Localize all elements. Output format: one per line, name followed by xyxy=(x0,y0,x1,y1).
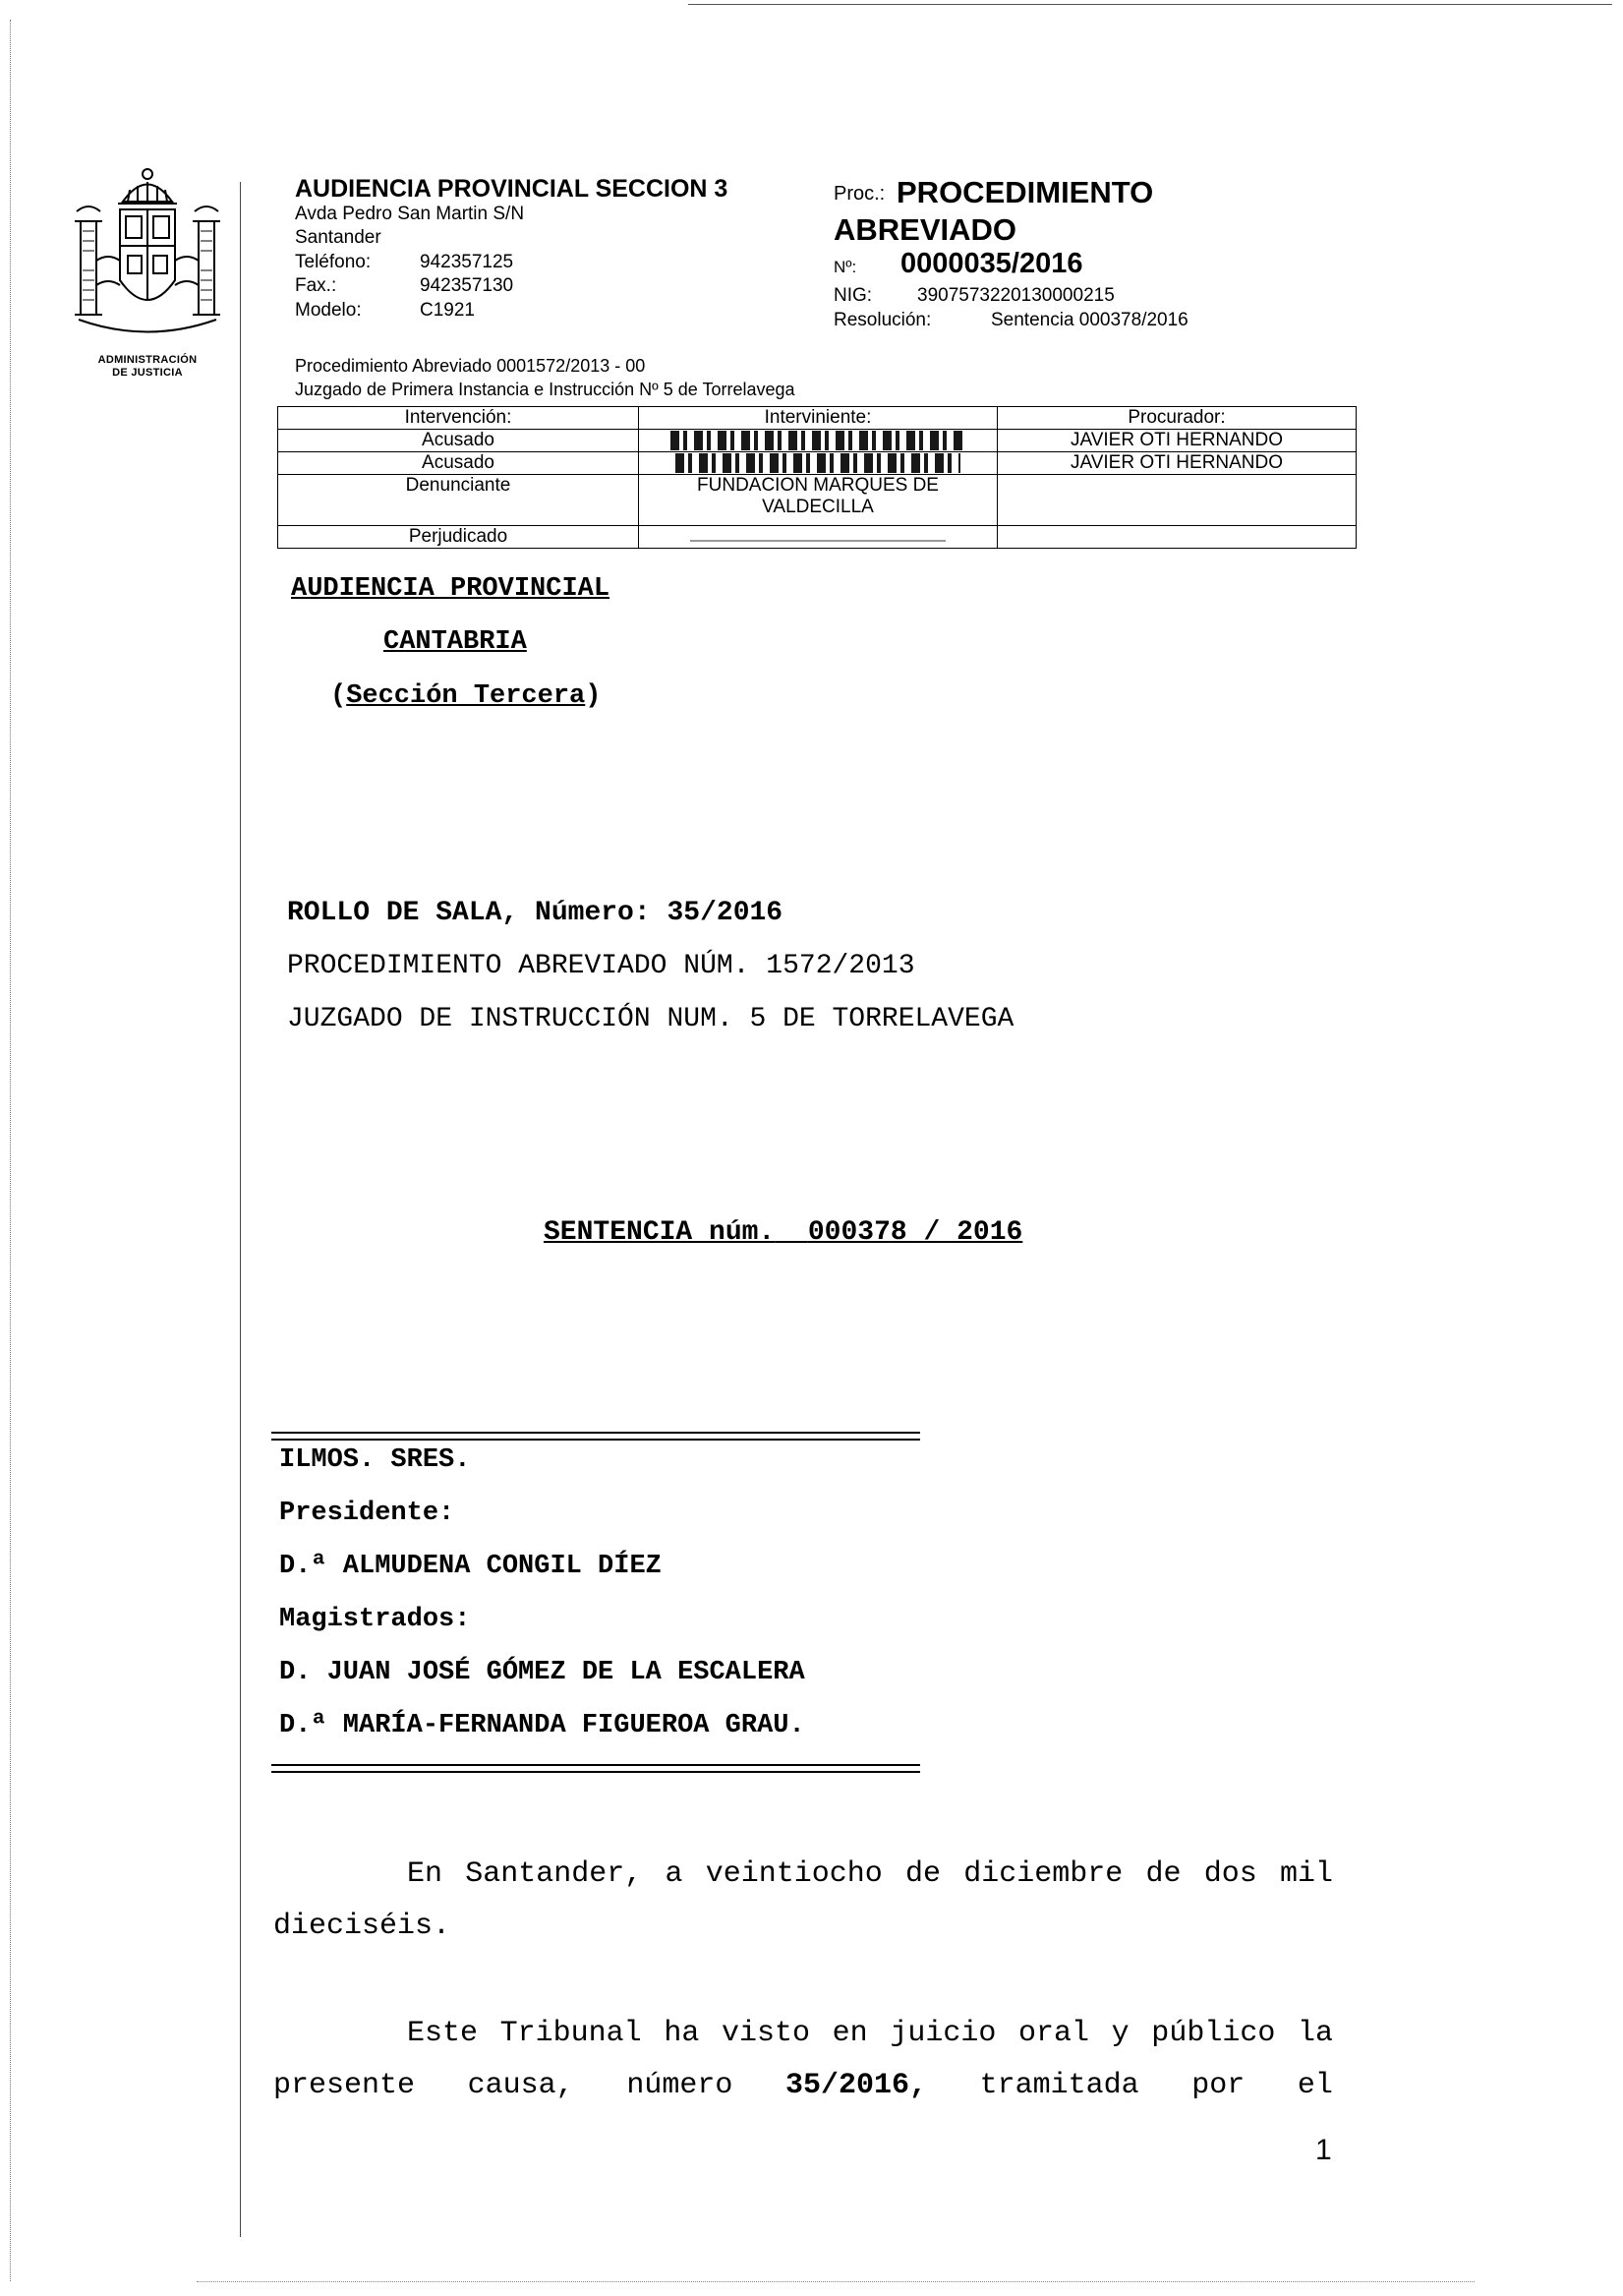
parties-table xyxy=(277,406,1357,549)
word: causa, xyxy=(467,2069,574,2102)
redaction-faint xyxy=(690,540,946,542)
model-value: C1921 xyxy=(420,300,475,321)
magistrate-name-1: D. JUAN JOSÉ GÓMEZ DE LA ESCALERA xyxy=(279,1658,805,1687)
model-label: Modelo: xyxy=(295,300,362,321)
paragraph-tribunal-text1: Este Tribunal ha visto en juicio oral y público la xyxy=(407,2017,1333,2050)
paragraph-tribunal-line2 xyxy=(273,2060,1333,2112)
proc-label: Proc.: xyxy=(834,183,886,205)
sentencia-number: 000378 / 2016 xyxy=(807,1217,1023,1248)
party-name xyxy=(639,475,998,526)
administration-label xyxy=(79,354,216,380)
word: por xyxy=(1191,2069,1246,2102)
proc-type-line1: PROCEDIMIENTO xyxy=(897,175,1154,209)
word: el xyxy=(1297,2069,1333,2102)
party-procurador xyxy=(998,526,1357,549)
heading-cantabria: CANTABRIA xyxy=(383,627,527,657)
paragraph-tribunal xyxy=(273,2008,1333,2112)
nig-value: 3907573220130000215 xyxy=(917,285,1115,306)
president-label: Presidente: xyxy=(279,1499,455,1528)
administration-label-line2: DE JUSTICIA xyxy=(112,367,183,379)
number-label: Nº: xyxy=(834,258,857,276)
resolution-label: Resolución: xyxy=(834,310,932,330)
rollo-line xyxy=(287,898,783,928)
header-party: Interviniente: xyxy=(639,407,998,430)
origin-procedure: Procedimiento Abreviado 0001572/2013 - 00 xyxy=(295,356,646,376)
party-role: Perjudicado xyxy=(278,526,639,549)
fax-value: 942357130 xyxy=(420,275,514,296)
paragraph-tribunal-line1 xyxy=(273,2008,1333,2060)
magistrates-label: Magistrados: xyxy=(279,1605,471,1634)
paren-open: ( xyxy=(330,681,347,711)
court-city: Santander xyxy=(295,227,381,248)
sentencia-title xyxy=(544,1217,1022,1248)
table-row xyxy=(278,526,1357,549)
table-row xyxy=(278,452,1357,475)
header-procurador: Procurador: xyxy=(998,407,1357,430)
scan-edge-left xyxy=(10,20,11,2281)
header-intervention: Intervención: xyxy=(278,407,639,430)
party-procurador xyxy=(998,475,1357,526)
court-number-line: JUZGADO DE INSTRUCCIÓN NUM. 5 DE TORRELAVEGA xyxy=(287,1004,1014,1034)
heading-audiencia: AUDIENCIA PROVINCIAL xyxy=(291,574,610,604)
party-procurador: JAVIER OTI HERNANDO xyxy=(998,430,1357,452)
paragraph-date-line1 xyxy=(273,1849,1333,1901)
rollo-number: 35/2016 xyxy=(667,898,783,928)
fax-label: Fax.: xyxy=(295,275,337,296)
proc-type-line2: ABREVIADO xyxy=(834,212,1017,247)
president-name: D.ª ALMUDENA CONGIL DÍEZ xyxy=(279,1552,662,1581)
court-name: AUDIENCIA PROVINCIAL SECCION 3 xyxy=(295,175,728,203)
coat-of-arms-icon xyxy=(69,162,226,344)
party-name-text: FUNDACION MARQUES DE VALDECILLA xyxy=(697,475,939,517)
sentencia-label: SENTENCIA núm. xyxy=(544,1217,776,1248)
seccion-text: Sección Tercera xyxy=(346,681,586,711)
rule-bottom-2 xyxy=(271,1771,920,1773)
origin-court: Juzgado de Primera Instancia e Instrucción Nº 5 de Torrelavega xyxy=(295,380,795,399)
word: número xyxy=(626,2069,733,2102)
redaction-block xyxy=(670,431,965,450)
judges-heading: ILMOS. SRES. xyxy=(279,1445,471,1475)
court-address: Avda Pedro San Martin S/N xyxy=(295,204,525,224)
heading-seccion xyxy=(330,681,601,711)
case-number: 0000035/2016 xyxy=(900,248,1083,279)
word: tramitada xyxy=(979,2069,1139,2102)
party-role: Acusado xyxy=(278,430,639,452)
paragraph-date xyxy=(273,1849,1333,1953)
word: presente xyxy=(273,2069,416,2102)
rule-top-2 xyxy=(271,1439,920,1441)
party-role: Acusado xyxy=(278,452,639,475)
phone-value: 942357125 xyxy=(420,252,514,272)
resolution-value: Sentencia 000378/2016 xyxy=(991,310,1188,330)
rule-bottom-1 xyxy=(271,1764,920,1766)
party-role: Denunciante xyxy=(278,475,639,526)
table-row xyxy=(278,475,1357,526)
party-name-redacted xyxy=(639,430,998,452)
administration-label-line1: ADMINISTRACIÓN xyxy=(97,354,198,366)
page-number: 1 xyxy=(1315,2134,1332,2166)
margin-rule xyxy=(240,182,241,2237)
phone-label: Teléfono: xyxy=(295,252,372,272)
redaction-block xyxy=(675,453,960,473)
rule-top-1 xyxy=(271,1432,920,1434)
table-row xyxy=(278,430,1357,452)
party-name-redacted xyxy=(639,452,998,475)
paragraph-date-line2: dieciséis. xyxy=(273,1910,451,1943)
paren-close: ) xyxy=(585,681,602,711)
rollo-label: ROLLO DE SALA, Número: xyxy=(287,898,651,928)
case-number-bold: 35/2016, xyxy=(784,2069,927,2102)
paragraph-date-text: En Santander, a veintiocho de diciembre de dos mil xyxy=(407,1857,1333,1891)
party-procurador: JAVIER OTI HERNANDO xyxy=(998,452,1357,475)
scan-edge-top xyxy=(688,4,1612,5)
nig-label: NIG: xyxy=(834,285,873,306)
party-name-redacted xyxy=(639,526,998,549)
scan-edge-bottom xyxy=(197,2281,1475,2282)
procedure-number-line: PROCEDIMIENTO ABREVIADO NÚM. 1572/2013 xyxy=(287,951,915,981)
parties-header-row xyxy=(278,407,1357,430)
magistrate-name-2: D.ª MARÍA-FERNANDA FIGUEROA GRAU. xyxy=(279,1711,805,1740)
